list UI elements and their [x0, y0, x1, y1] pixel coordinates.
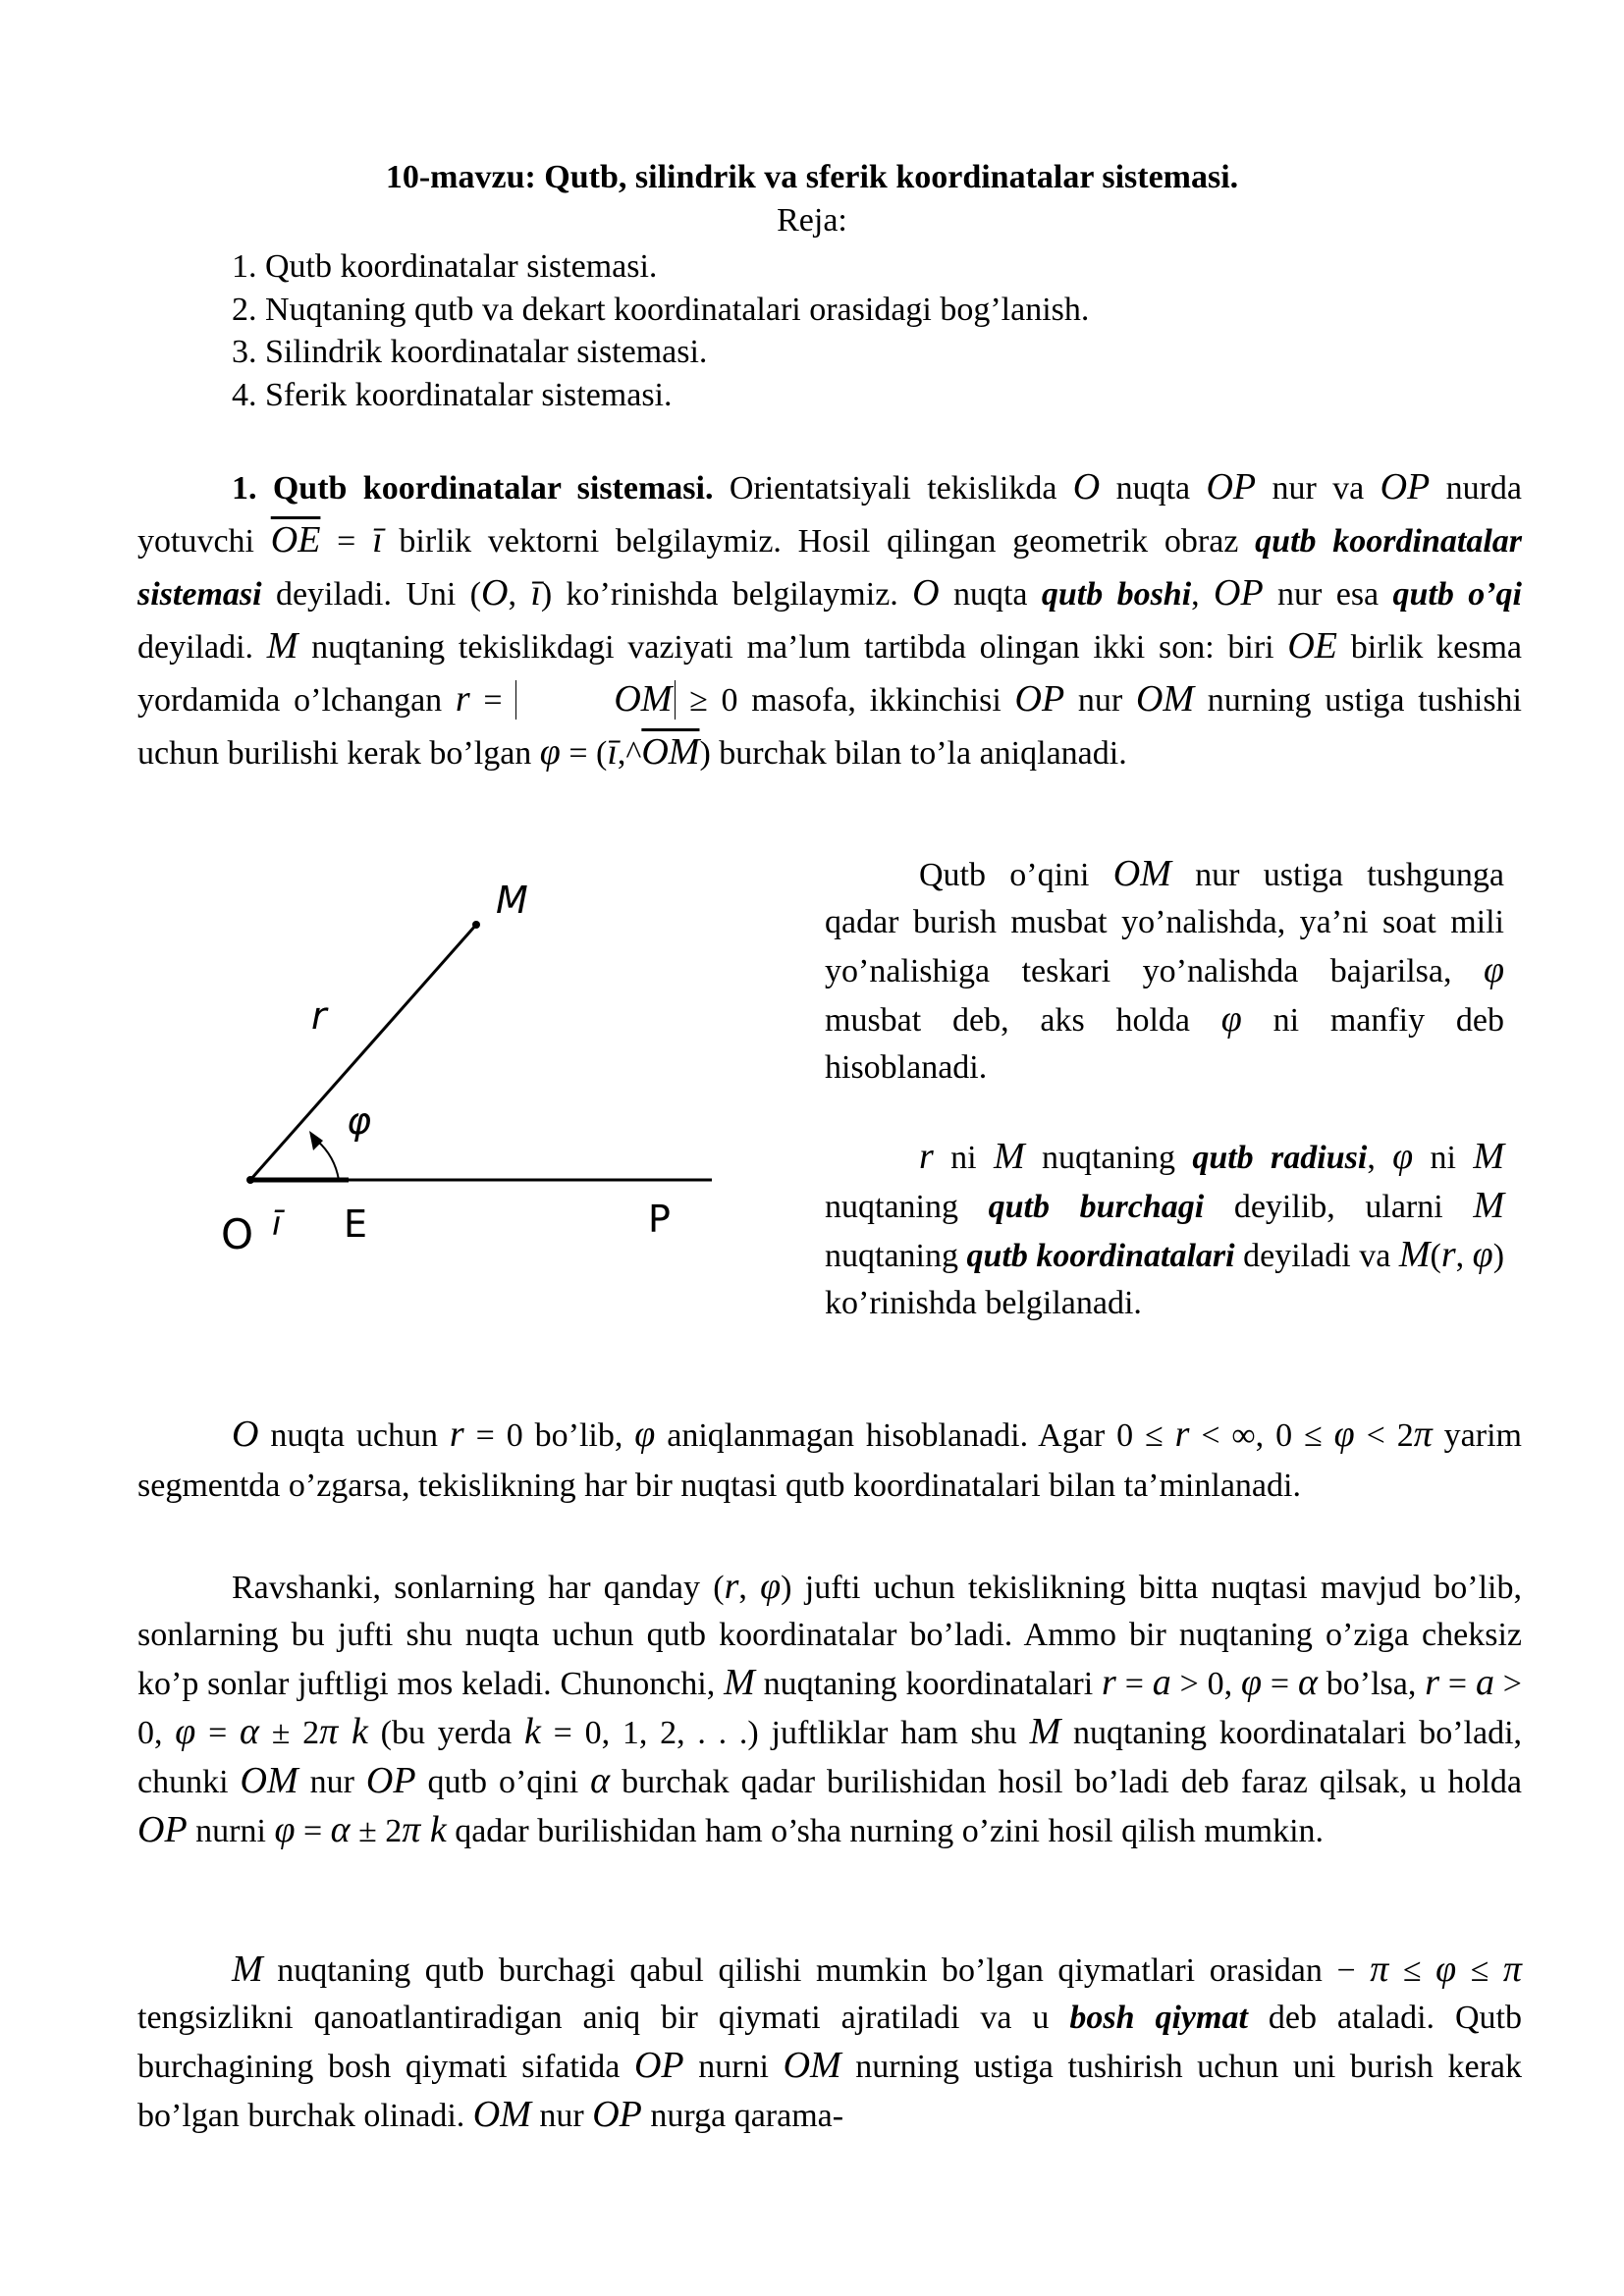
page-title: 10-mavzu: Qutb, silindrik va sferik koordinatalar sistemasi. — [385, 159, 1239, 195]
plan-item: 1. Qutb koordinatalar sistemasi. — [232, 248, 658, 285]
plan-item: 4. Sferik koordinatalar sistemasi. — [232, 376, 673, 413]
paragraph-origin: O nuqta uchun r = 0 bo’lib, φ aniqlanmagan hisoblanadi. Agar 0 ≤ r < ∞, 0 ≤ φ < 2π yarim segmentda o’zgarsa, tekislikning har bir nuqtasi qutb koordinatalari bilan ta’minlanadi. — [137, 1414, 1522, 1504]
paragraph-uniqueness: Ravshanki, sonlarning har qanday (r, φ) jufti uchun tekislikning bitta nuqtasi mavjud bo’lib, sonlarning bu jufti shu nuqta uchun qutb koordinatalar bo’ladi. Ammo bir nuqtaning o’ziga cheksiz ko’p sonlar juftligi mos keladi. Chunonchi, M nuqtaning koordinatalari r = a > 0, φ = α bo’lsa, r = a > 0, φ = α ± 2π k (bu yerda k = 0, 1, 2, . . .) juftliklar ham shu M nuqtaning koordinatalari bo’ladi, chunki OM nur OP qutb o’qini α burchak qadar burilishidan hosil bo’ladi deb faraz qilsak, u holda OP nurni φ = α ± 2π k qadar burilishidan ham o’sha nurning o’zini hosil qilish mumkin. — [137, 1566, 1523, 1850]
angle-arrow-icon — [309, 1131, 323, 1150]
paragraph-definitions: r ni M nuqtaning qutb radiusi, φ ni M nuqtaning qutb burchagi deyilib, ularni M nuqtaning qutb koordinatalari deyiladi va M(r, φ) ko’rinishda belgilanadi. — [825, 1136, 1505, 1321]
label-e: E — [344, 1202, 368, 1246]
label-phi: φ — [347, 1099, 372, 1143]
polar-diagram-svg — [211, 864, 731, 1276]
plan-item: 2. Nuqtaning qutb va dekart koordinatalari orasidagi bog’lanish. — [232, 291, 1090, 328]
paragraph-direction: Qutb o’qini OM nur ustiga tushgunga qadar burish musbat yo’nalishda, ya’ni soat mili yo’nalishiga teskari yo’nalishda bajarilsa, φ musbat deb, aks holda φ ni manfiy deb hisoblanadi. — [825, 853, 1504, 1086]
polar-coordinates-figure — [211, 864, 731, 1276]
plan-heading: Reja: — [777, 202, 847, 239]
point-m-dot — [472, 921, 480, 929]
label-i: ī — [272, 1204, 282, 1244]
label-o: O — [221, 1210, 254, 1258]
section-heading: 1. Qutb koordinatalar sistemasi. — [232, 470, 714, 507]
label-p: P — [648, 1198, 671, 1241]
paragraph-intro: 1. Qutb koordinatalar sistemasi. Orientatsiyali tekislikda O nuqta OP nur va OP nurda yotuvchi $\overline{OE}$ = ī birlik vektorni belgilaymiz. Hosil qilingan geometrik obraz qutb koordinatalar sistemasi deyiladi. Uni (O, ī) ko’rinishda belgilaymiz. O nuqta qutb boshi, OP nur esa qutb o’qi deyiladi. M nuqtaning tekislikdagi vaziyati ma’lum tartibda olingan ikki son: biri OE birlik kesma yordamida o’lchangan r = OM ≥ 0 masofa, ikkinchisi OP nur OM nurning ustiga tushishi uchun burilishi kerak bo’lgan $\varphi = (ī,\^{}\overline{OM})$ burchak bilan to’la aniqlanadi. — [137, 466, 1523, 773]
angle-arc — [317, 1141, 339, 1180]
label-r: r — [311, 994, 327, 1038]
plan-item: 3. Silindrik koordinatalar sistemasi. — [232, 334, 708, 370]
plan-list — [232, 245, 1089, 416]
label-m: M — [496, 879, 528, 922]
paragraph-principal-value: M nuqtaning qutb burchagi qabul qilishi mumkin bo’lgan qiymatlari orasidan − π ≤ φ ≤ π tengsizlikni qanoatlantiradigan aniq bir qiymati ajratiladi va u bosh qiymat deb ataladi. Qutb burchagining bosh qiymati sifatida OP nurni OM nurning ustiga tushirish uchun uni burish kerak bo’lgan burchak olinadi. OM nur OP nurga qarama- — [137, 1949, 1522, 2135]
